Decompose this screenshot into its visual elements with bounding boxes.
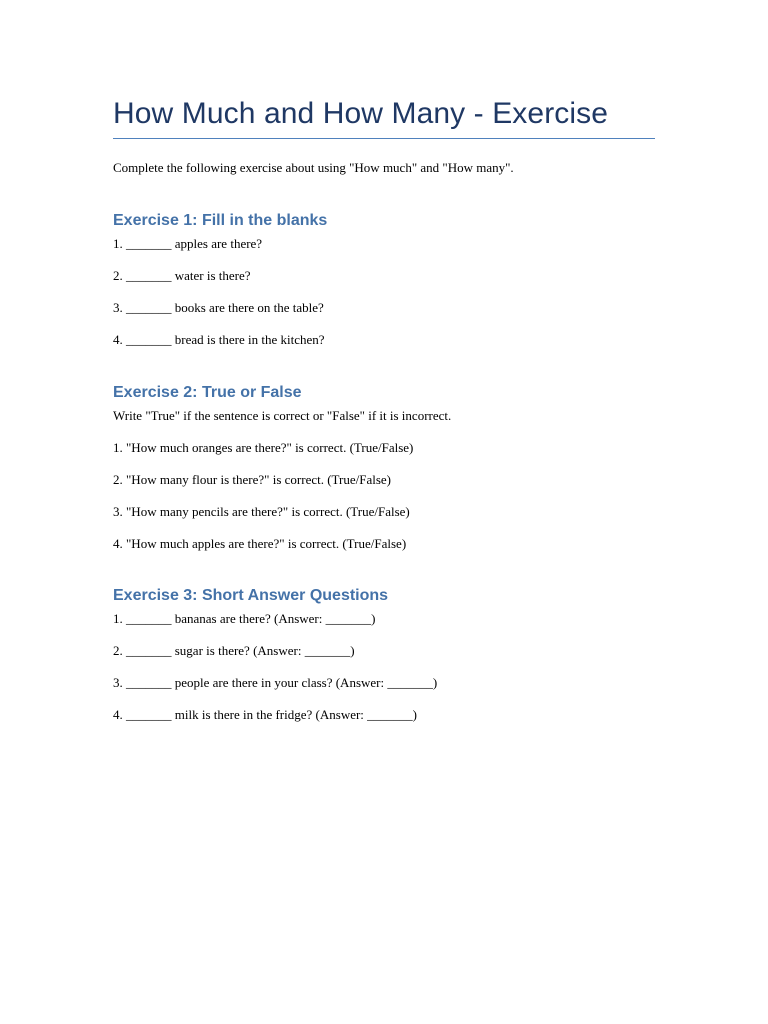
exercise-1-heading: Exercise 1: Fill in the blanks xyxy=(113,212,328,229)
intro-text: Complete the following exercise about using "How much" and "How many". xyxy=(113,160,514,175)
exercise-3-item: 4. _______ milk is there in the fridge? (Answer: _______) xyxy=(113,707,417,722)
exercise-2-item: 3. "How many pencils are there?" is correct. (True/False) xyxy=(113,504,410,519)
exercise-3-item: 2. _______ sugar is there? (Answer: _______) xyxy=(113,643,355,658)
exercise-1-item: 1. _______ apples are there? xyxy=(113,236,263,251)
title-divider xyxy=(113,138,655,139)
document-title: How Much and How Many - Exercise xyxy=(113,97,609,130)
exercise-2-instruction: Write "True" if the sentence is correct or "False" if it is incorrect. xyxy=(113,408,452,423)
exercise-3-section xyxy=(113,585,438,722)
exercise-3-item: 3. _______ people are there in your class? (Answer: _______) xyxy=(113,675,438,690)
exercise-2-item: 2. "How many flour is there?" is correct. (True/False) xyxy=(113,472,392,487)
exercise-1-item: 3. _______ books are there on the table? xyxy=(113,300,324,315)
exercise-1-item: 4. _______ bread is there in the kitchen? xyxy=(113,332,325,347)
exercise-2-section xyxy=(113,382,452,551)
exercise-2-item: 4. "How much apples are there?" is correct. (True/False) xyxy=(113,536,407,551)
exercise-3-heading: Exercise 3: Short Answer Questions xyxy=(113,587,389,604)
exercise-3-item: 1. _______ bananas are there? (Answer: _______) xyxy=(113,611,376,626)
exercise-1-item: 2. _______ water is there? xyxy=(113,268,251,283)
exercise-2-heading: Exercise 2: True or False xyxy=(113,384,302,401)
exercise-1-section xyxy=(113,210,328,347)
document-page xyxy=(113,0,655,722)
exercise-2-item: 1. "How much oranges are there?" is correct. (True/False) xyxy=(113,440,414,455)
